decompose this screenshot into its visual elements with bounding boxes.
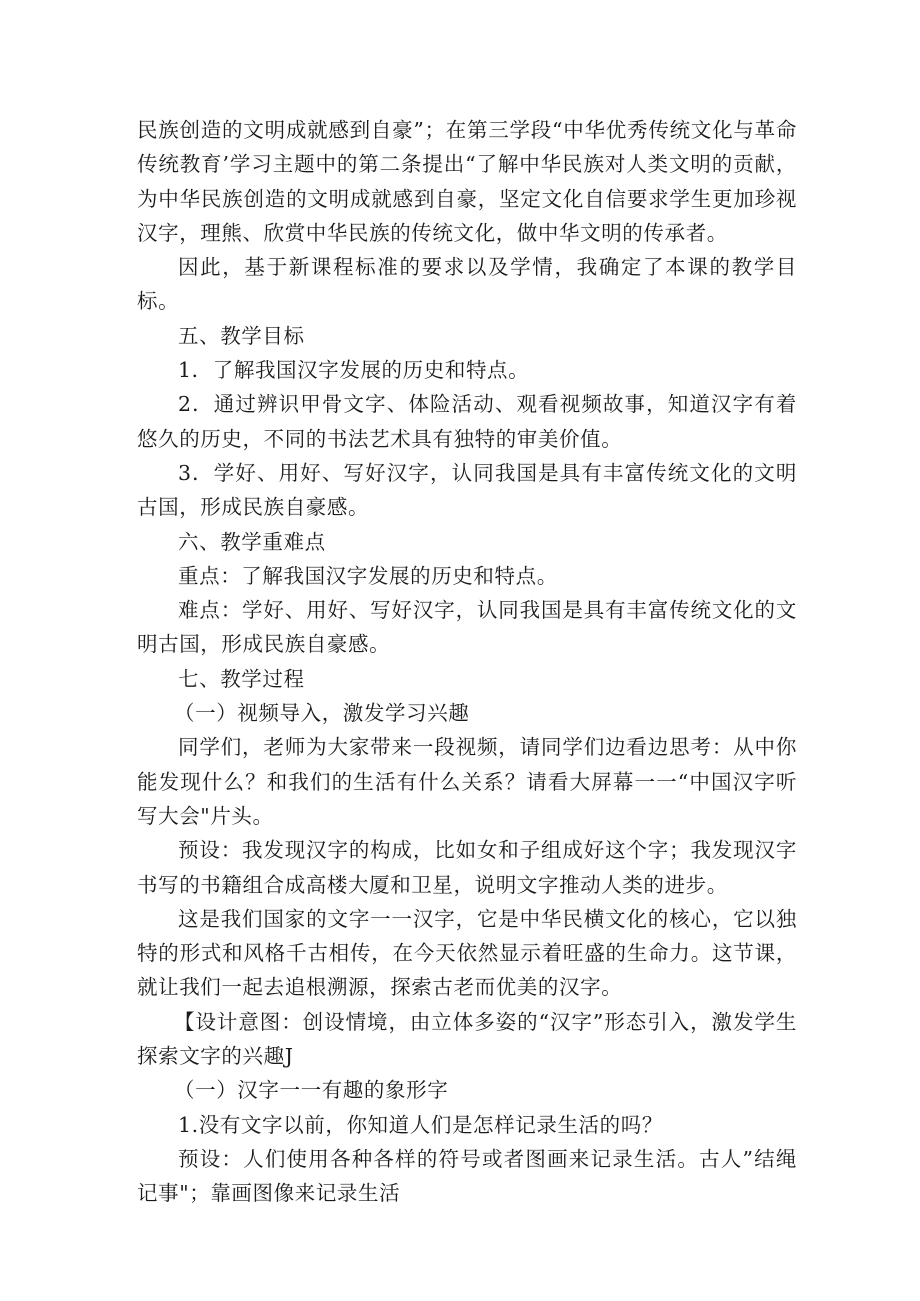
document-body bbox=[137, 113, 797, 1211]
paragraph-video-prompt: 同学们，老师为大家带来一段视频，请同学们边看边思考：从中你能发现什么？和我们的生活有什么关系？请看大屏幕一一“中国汉字听写大会"片头。 bbox=[137, 735, 797, 828]
question-item-1: 1.没有文字以前，你知道人们是怎样记录生活的吗？ bbox=[178, 1112, 663, 1137]
subheading-video-intro: （一）视频导入，激发学习兴趣 bbox=[174, 701, 470, 726]
paragraph-design-intent: 【设计意图：创设情境，由立体多姿的“汉字”形态引入，激发学生探索文字的兴趣J bbox=[137, 1009, 797, 1069]
paragraph-preset-answer-2: 预设：人们使用各种各样的符号或者图画来记录生活。古人”结绳记事"；靠画图像来记录生活 bbox=[137, 1146, 797, 1206]
heading-teaching-process: 七、教学过程 bbox=[178, 666, 305, 691]
paragraph-key-point: 重点：了解我国汉字发展的历史和特点。 bbox=[178, 563, 558, 588]
paragraph-conclusion: 因此，基于新课程标准的要求以及学情，我确定了本课的教学目标。 bbox=[137, 255, 797, 314]
paragraph-difficulty: 难点：学好、用好、写好汉字，认同我国是具有丰富传统文化的文明古国，形成民族自豪感。 bbox=[137, 598, 797, 657]
goal-item-3: 3．学好、用好、写好汉字，认同我国是具有丰富传统文化的文明古国，形成民族自豪感。 bbox=[137, 460, 797, 520]
heading-key-difficulties: 六、教学重难点 bbox=[178, 529, 326, 554]
goal-item-1: 1．了解我国汉字发展的历史和特点。 bbox=[178, 358, 530, 383]
heading-teaching-goals: 五、教学目标 bbox=[178, 323, 305, 348]
goal-item-2: 2．通过辨识甲骨文字、体险活动、观看视频故事，知道汉字有着悠久的历史，不同的书法艺术具有独特的审美价值。 bbox=[137, 392, 797, 451]
subheading-pictographs: （一）汉字一一有趣的象形字 bbox=[174, 1078, 449, 1103]
paragraph-continuation: 民族创造的文明成就感到自豪”；在第三学段“中华优秀传统文化与革命传统教育’学习主题中的第二条提出“了解中华民族对人类文明的贡献，为中华民族创造的文明成就感到自豪，坚定文化自信要求学生更加珍视汉字，理熊、欣赏中华民族的传统文化，做中华文明的传承者。 bbox=[137, 118, 797, 245]
paragraph-chinese-characters-intro: 这是我们国家的文字一一汉字，它是中华民横文化的核心，它以独特的形式和风格千古相传，在今天依然显示着旺盛的生命力。这节课，就让我们一起去追根溯源，探索古老而优美的汉字。 bbox=[137, 906, 797, 1000]
paragraph-preset-answer-1: 预设：我发现汉字的构成，比如女和子组成好这个字；我发现汉字书写的书籍组合成高楼大厦和卫星，说明文字推动人类的进步。 bbox=[137, 838, 797, 897]
